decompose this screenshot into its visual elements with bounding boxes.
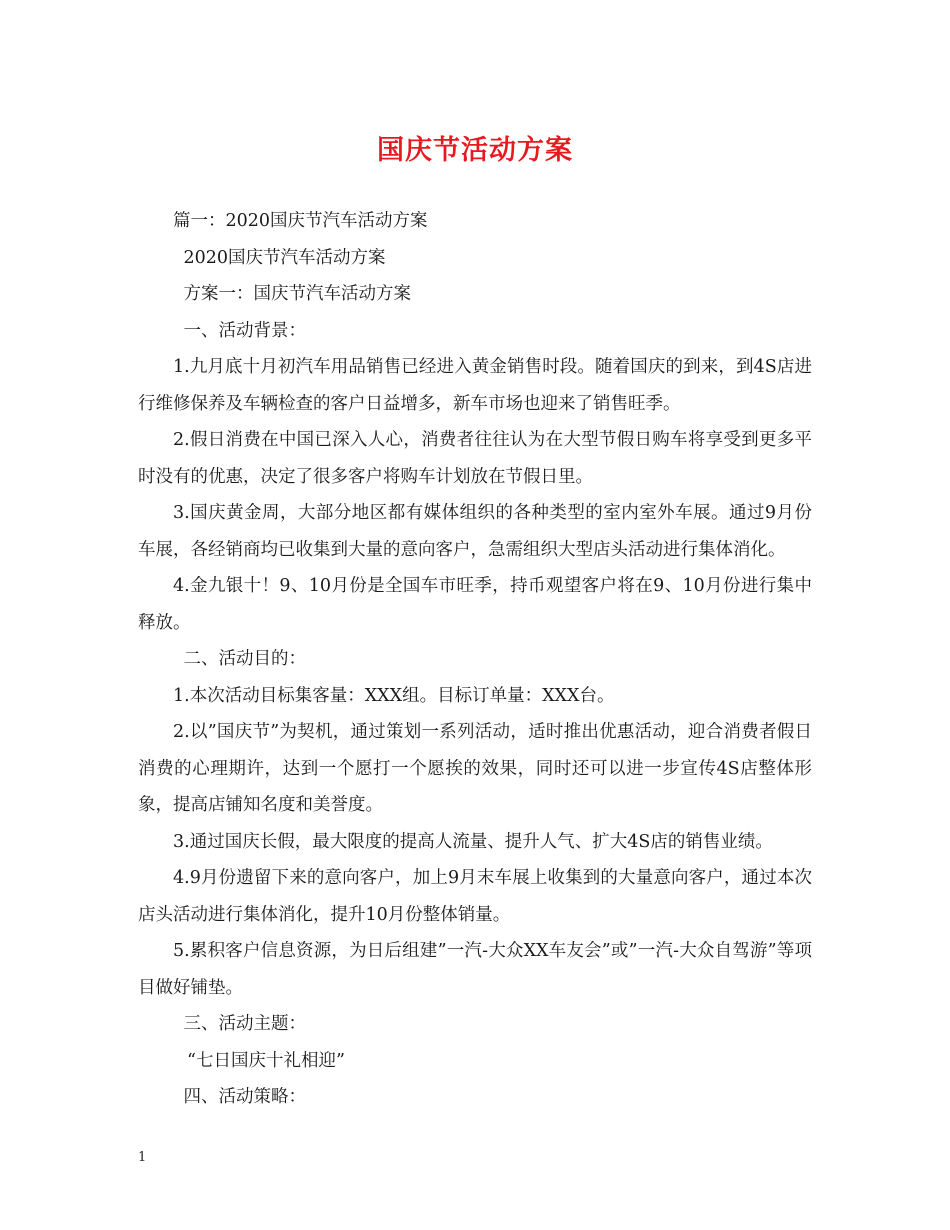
paragraph: 5.累积客户信息资源，为日后组建”一汽-大众XX车友会”或”一汽-大众自驾游”等项目做好铺垫。 [138, 941, 812, 998]
section-heading: 一、活动背景： [183, 320, 306, 341]
section-heading: 四、活动策略： [183, 1087, 306, 1107]
paragraph: 方案一：国庆节汽车活动方案 [183, 284, 411, 304]
theme-quote: “七日国庆十礼相迎” [187, 1050, 345, 1071]
paragraph: 2.以”国庆节”为契机，通过策划一系列活动，适时推出优惠活动，迎合消费者假日消费的心理期许，达到一个愿打一个愿挨的效果，同时还可以进一步宣传4S店整体形象，提高店铺知名度和美誉度。 [138, 722, 812, 815]
paragraph: 4.9月份遗留下来的意向客户，加上9月末车展上收集到的大量意向客户，通过本次店头活动进行集体消化，提升10月份整体销量。 [138, 868, 812, 925]
section-heading: 二、活动目的： [183, 649, 306, 669]
paragraph: 2.假日消费在中国已深入人心，消费者往往认为在大型节假日购车将享受到更多平时没有的优惠，决定了很多客户将购车计划放在节假日里。 [138, 430, 812, 487]
paragraph: 1.本次活动目标集客量：XXX组。目标订单量：XXX台。 [173, 685, 615, 706]
document-body [138, 203, 812, 1116]
paragraph: 2020国庆节汽车活动方案 [183, 247, 386, 268]
section-heading: 三、活动主题： [183, 1014, 306, 1034]
paragraph: 篇一：2020国庆节汽车活动方案 [173, 211, 428, 231]
document-title: 国庆节活动方案 [377, 135, 573, 166]
paragraph: 1.九月底十月初汽车用品销售已经进入黄金销售时段。随着国庆的到来，到4S店进行维修保养及车辆检查的客户日益增多，新车市场也迎来了销售旺季。 [138, 357, 812, 414]
paragraph: 3.通过国庆长假，最大限度的提高人流量、提升人气、扩大4S店的销售业绩。 [173, 831, 773, 852]
paragraph: 4.金九银十！9、10月份是全国车市旺季，持币观望客户将在9、10月份进行集中释放。 [138, 576, 812, 633]
paragraph: 3.国庆黄金周，大部分地区都有媒体组织的各种类型的室内室外车展。通过9月份车展，各经销商均已收集到大量的意向客户，急需组织大型店头活动进行集体消化。 [138, 503, 812, 560]
page-number: 1 [138, 1150, 147, 1165]
